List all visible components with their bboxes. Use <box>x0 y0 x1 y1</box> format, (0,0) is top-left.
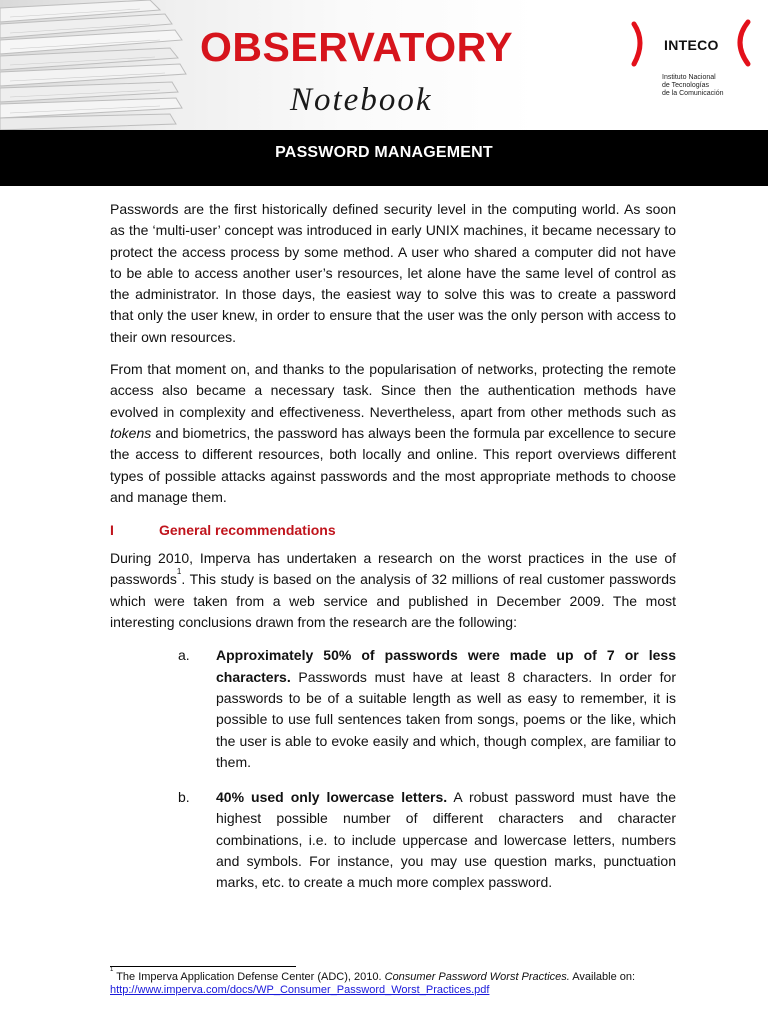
logo-sub-line: de Tecnologías <box>662 82 709 89</box>
notebook-subtitle: Notebook <box>290 82 433 118</box>
paragraph-text: . This study is based on the analysis of 32 millions of real customer passwords which were taken from a web service and published in December 2009. The most interesting conclusions drawn from the research are the following: <box>110 571 676 631</box>
section-heading <box>110 520 676 540</box>
paragraph: Passwords are the first historically defined security level in the computing world. As soon as the ‘multi-user’ concept was introduced in early UNIX machines, it became necessary to protect the access process by some method. A user who shared a computer did not have to be able to access another user’s resources, let alone have the same level of control as the administrator. In those days, the easiest way to solve this was to create a password that only the user knew, in order to ensure that the user was the only person with access to their own resources. <box>110 201 676 345</box>
list-marker: a. <box>178 647 190 664</box>
paragraph <box>110 359 676 508</box>
list-item-bold: 40% used only lowercase letters. <box>216 789 448 806</box>
list-marker: b. <box>178 789 190 806</box>
page-header <box>0 0 768 130</box>
paragraph-italic: tokens <box>110 424 152 441</box>
section-number: I <box>110 522 114 539</box>
footnote-text: The Imperva Application Defense Center (ADC), 2010. <box>113 971 385 983</box>
list-item-bold: Approximately 50% of passwords were made up of 7 or less characters. <box>216 647 676 685</box>
list-item-text <box>216 787 676 893</box>
list-item <box>110 645 676 773</box>
paragraph-text: From that moment on, and thanks to the popularisation of networks, protecting the remote access also became a necessary task. Since then the authentication methods have evolved in complexity and effectiveness. Nevertheless, apart from other methods such as <box>110 361 676 420</box>
footnote-divider <box>110 966 296 967</box>
list-item-text <box>216 645 676 773</box>
inteco-logo-name: INTECO <box>664 37 719 53</box>
footnote-number: 1 <box>110 967 114 974</box>
inteco-logo <box>628 18 758 108</box>
paper-stack-illustration <box>0 0 190 130</box>
footnote-text: Available on: <box>569 971 636 983</box>
document-body <box>110 199 676 908</box>
paragraph-text: During 2010, Imperva has undertaken a research on the worst practices in the use of passwords <box>110 550 676 588</box>
footnote-italic: Consumer Password Worst Practices. <box>384 971 570 983</box>
list-item-body: Passwords must have at least 8 characters. In order for passwords to be of a suitable length as well as easy to remember, it is possible to use full sentences taken from songs, poems or the like, which the user is able to evoke easily and which, though complex, are familiar to them. <box>216 668 676 770</box>
document-title-banner <box>0 130 768 186</box>
paragraph-text: and biometrics, the password has always been the formula par excellence to secure the access to different resources, both locally and online. This report overviews different types of possible attacks against passwords and the most appropriate methods to choose and manage them. <box>110 424 676 505</box>
logo-sub-line: Instituto Nacional <box>662 74 716 81</box>
footnote <box>110 967 676 997</box>
list-item-body: A robust password must have the highest possible number of different characters and character combinations, i.e. to include uppercase and lowercase letters, numbers and symbols. For instance, you may use question marks, punctuation marks, etc. to create a much more complex password. <box>216 789 677 891</box>
logo-sub-line: de la Comunicación <box>662 90 724 97</box>
list-item <box>110 787 676 893</box>
observatory-title: OBSERVATORY <box>200 24 514 70</box>
inteco-logo-subtitle <box>662 74 758 98</box>
footnote-reference[interactable]: 1 <box>176 566 182 576</box>
document-title: PASSWORD MANAGEMENT <box>275 144 493 161</box>
footnote-link[interactable]: http://www.imperva.com/docs/WP_Consumer_Password_Worst_Practices.pdf <box>110 984 490 996</box>
paragraph <box>110 548 676 633</box>
section-title: General recommendations <box>159 522 336 539</box>
